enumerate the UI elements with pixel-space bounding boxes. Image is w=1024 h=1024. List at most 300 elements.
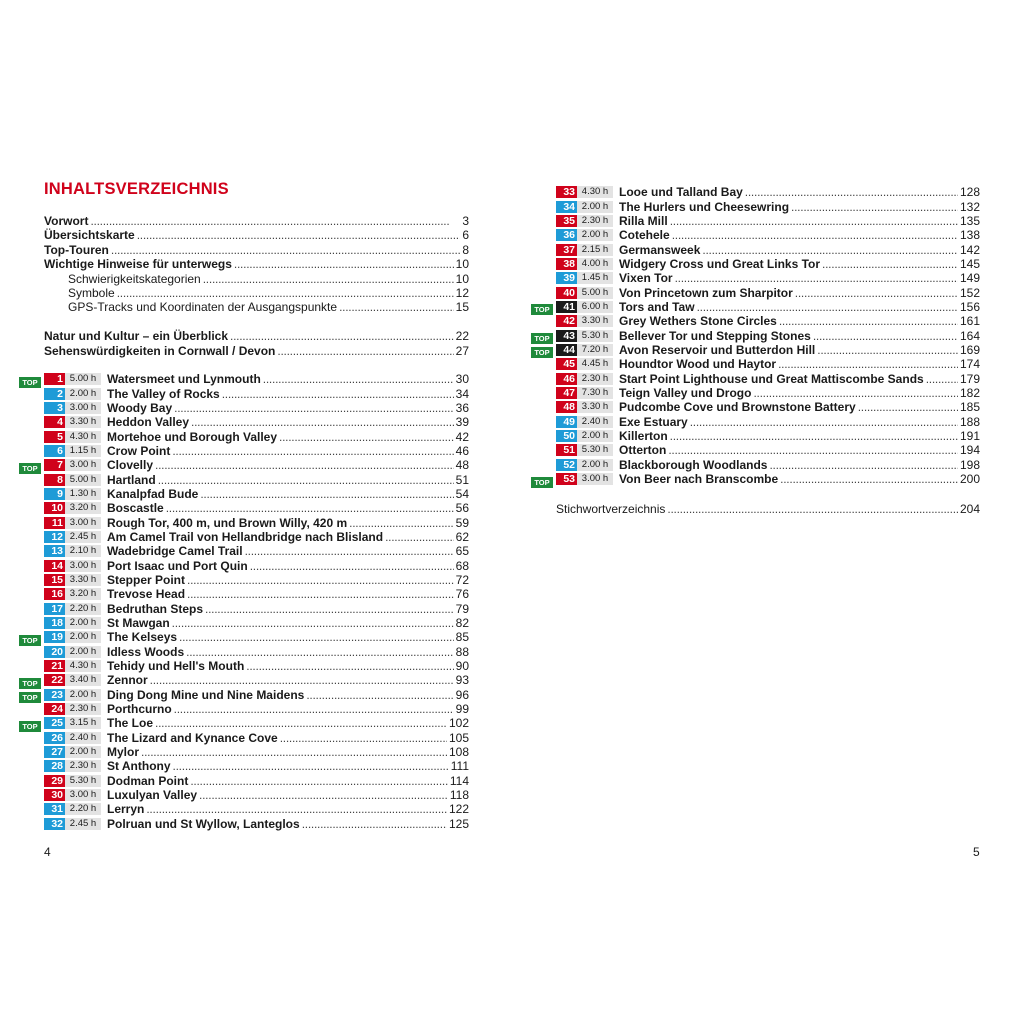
top-badge-slot [19,632,41,643]
tour-duration: 2.20 h [65,803,101,815]
toc-entry[interactable] [44,272,469,286]
top-badge-slot [19,603,41,614]
top-badge-slot [531,387,553,398]
tour-number: 1 [44,373,65,385]
tour-name: The Lizard and Kynance Cove [107,730,278,745]
tour-entry[interactable] [19,429,469,443]
tour-page: 108 [448,745,469,760]
leader-dots [753,386,958,400]
tour-duration: 3.00 h [65,402,101,414]
top-badge-slot [531,230,553,241]
index-entry[interactable] [556,502,980,516]
leader-dots [199,788,448,802]
tour-entry[interactable] [19,673,469,687]
tour-entry[interactable] [19,487,469,501]
top-badge-slot [19,775,41,786]
tour-number: 31 [44,803,65,815]
tour-entry[interactable] [531,285,980,299]
tour-number: 26 [44,732,65,744]
tour-number: 29 [44,775,65,787]
tour-duration: 2.30 h [577,373,613,385]
toc-entry[interactable] [44,257,469,271]
tour-page: 99 [455,702,469,717]
tour-duration: 4.00 h [577,258,613,270]
top-badge-slot [531,301,553,315]
tour-number: 13 [44,545,65,557]
leader-dots [245,544,454,558]
leader-dots [690,415,958,429]
toc-entry[interactable] [44,214,469,228]
tour-page: 156 [959,299,980,314]
toc-entry[interactable] [44,286,469,300]
leader-dots [668,443,958,457]
tour-duration: 6.00 h [577,301,613,313]
tour-entry[interactable] [19,587,469,601]
top-tour-badge: TOP [531,347,553,358]
toc-entry-page: 27 [455,343,469,358]
tour-duration: 2.00 h [65,689,101,701]
toc-entry[interactable] [44,243,469,257]
tour-duration: 2.00 h [65,631,101,643]
tour-duration: 3.00 h [65,560,101,572]
tour-duration: 5.00 h [65,373,101,385]
tour-page: 102 [448,716,469,731]
tour-page: 105 [448,730,469,745]
tour-entry[interactable] [19,788,469,802]
leader-dots [306,688,453,702]
leader-dots [230,329,454,343]
leader-dots [670,214,958,228]
tour-entry[interactable] [531,228,980,242]
toc-entry[interactable] [44,228,469,242]
tour-name: The Hurlers und Cheesewring [619,199,790,214]
leader-dots [778,357,958,371]
leader-dots [200,487,453,501]
tour-duration: 2.00 h [577,201,613,213]
leader-dots [858,400,958,414]
tour-number: 49 [556,416,577,428]
leader-dots [791,200,958,214]
tour-number: 28 [44,760,65,772]
top-badge-slot [531,258,553,269]
top-badge-slot [19,417,41,428]
tour-entry[interactable] [19,688,469,702]
tour-name: Ding Dong Mine und Nine Maidens [107,687,305,702]
tour-page: 142 [959,242,980,257]
tour-entry[interactable] [19,401,469,415]
toc-entry-label: Top-Touren [44,242,109,257]
top-badge-slot [531,330,553,344]
tour-page: 145 [959,256,980,271]
top-badge-slot [19,689,41,703]
tour-duration: 5.30 h [577,330,613,342]
top-badge-slot [19,531,41,542]
leader-dots [697,300,958,314]
tour-name: Looe und Talland Bay [619,185,743,200]
tour-number: 45 [556,358,577,370]
tour-page: 152 [959,285,980,300]
toc-entry-page: 8 [462,242,469,257]
tour-page: 59 [455,515,469,530]
tour-entry[interactable] [531,314,980,328]
top-badge-slot [19,761,41,772]
tour-entry[interactable] [531,386,980,400]
tour-duration: 2.45 h [65,531,101,543]
toc-entry-label: GPS-Tracks und Koordinaten der Ausgangspunkte [68,300,338,315]
index-entry-page: 204 [959,502,980,516]
toc-entry-page: 10 [455,271,469,286]
tour-page: 42 [455,429,469,444]
tour-page: 111 [450,759,469,774]
tour-duration: 3.00 h [577,473,613,485]
tour-name: St Anthony [107,759,171,774]
tour-name: Clovelly [107,458,154,473]
tour-number: 18 [44,617,65,629]
tour-entry[interactable] [531,400,980,414]
leader-dots [166,501,454,515]
tour-page: 114 [449,773,469,788]
tour-entry[interactable] [531,214,980,228]
leader-dots [702,243,958,257]
tour-number: 46 [556,373,577,385]
tour-number: 11 [44,517,65,529]
tour-entry[interactable] [531,429,980,443]
tour-duration: 5.30 h [577,444,613,456]
top-badge-slot [531,215,553,226]
leader-dots [675,271,958,285]
toc-entry-label: Vorwort [44,214,89,228]
tour-name: Porthcurno [107,702,172,717]
toc-entry[interactable] [44,329,469,343]
tour-entry[interactable] [19,415,469,429]
tour-page: 90 [455,659,469,674]
top-badge-slot [531,402,553,413]
toc-entry[interactable] [44,300,469,314]
top-badge-slot [19,445,41,456]
tour-entry[interactable] [19,630,469,644]
toc-entry-page: 6 [462,228,469,243]
tour-page: 174 [959,357,980,372]
toc-entry-page: 3 [462,214,469,228]
tour-entry[interactable] [19,458,469,472]
tour-duration: 2.40 h [577,416,613,428]
tour-entry[interactable] [19,501,469,515]
tour-name: Bellever Tor und Stepping Stones [619,328,811,343]
tour-entry[interactable] [19,645,469,659]
leader-dots [191,415,454,429]
tour-entry[interactable] [531,271,980,285]
leader-dots [280,731,447,745]
tour-entry[interactable] [19,530,469,544]
page-number-right: 5 [973,845,980,859]
tour-duration: 2.00 h [65,746,101,758]
top-badge-slot [19,804,41,815]
tour-number: 17 [44,603,65,615]
tour-name: Dodman Point [107,773,189,788]
toc-entry-page: 15 [455,300,469,315]
tour-entry[interactable] [531,300,980,314]
leader-dots [155,716,447,730]
tour-duration: 4.45 h [577,358,613,370]
toc-entry-label: Natur und Kultur – ein Überblick [44,329,229,344]
top-badge-slot [531,373,553,384]
tour-page: 188 [959,414,980,429]
tour-entry[interactable] [531,242,980,256]
tour-entry[interactable] [531,472,980,486]
leader-dots [172,616,454,630]
tour-number: 34 [556,201,577,213]
leader-dots [179,630,454,644]
tour-page: 128 [959,185,980,200]
tour-name: Von Beer nach Branscombe [619,472,779,487]
tour-entry[interactable] [531,415,980,429]
tour-name: Teign Valley und Drogo [619,385,752,400]
tour-number: 41 [556,301,577,313]
leader-dots [155,458,454,472]
tour-number: 6 [44,445,65,457]
tour-name: Otterton [619,443,667,458]
tour-page: 125 [448,816,469,831]
tour-page: 68 [455,558,469,573]
tour-number: 48 [556,401,577,413]
top-badge-slot [19,374,41,385]
toc-entry-label: Schwierigkeitskategorien [68,271,201,286]
tour-duration: 3.30 h [65,416,101,428]
tour-entry[interactable] [531,343,980,357]
tour-duration: 2.00 h [577,430,613,442]
top-tour-badge: TOP [531,304,553,315]
tour-number: 14 [44,560,65,572]
tour-duration: 3.00 h [65,789,101,801]
tour-duration: 1.15 h [65,445,101,457]
top-tour-badge: TOP [531,477,553,488]
top-tour-badge: TOP [19,678,41,689]
toc-entry-page: 22 [455,329,469,344]
toc-entry-label: Symbole [68,285,115,300]
tour-duration: 3.30 h [577,401,613,413]
tour-page: 200 [959,472,980,487]
tour-entry[interactable] [531,328,980,342]
tour-entry[interactable] [19,759,469,773]
tour-name: Lerryn [107,802,145,817]
tour-number: 2 [44,388,65,400]
tour-name: Port Isaac und Port Quin [107,558,248,573]
leader-dots [780,472,958,486]
top-badge-slot [531,273,553,284]
tour-page: 46 [455,443,469,458]
page-title: INHALTSVERZEICHNIS [44,180,229,198]
tour-name: Mortehoe und Borough Valley [107,429,278,444]
tour-entry[interactable] [19,731,469,745]
tour-page: 88 [455,644,469,659]
top-badge-slot [531,244,553,255]
tour-duration: 7.30 h [577,387,613,399]
leader-dots [670,429,958,443]
tour-entry[interactable] [531,199,980,213]
toc-entry-label: Wichtige Hinweise für unterwegs [44,257,232,272]
leader-dots [672,228,958,242]
tour-entry[interactable] [531,371,980,385]
tour-page: 79 [455,601,469,616]
tour-number: 50 [556,430,577,442]
tour-entry[interactable] [19,702,469,716]
tour-number: 36 [556,229,577,241]
tour-entry[interactable] [19,372,469,386]
tour-entry[interactable] [19,472,469,486]
toc-entry[interactable] [44,344,469,358]
tour-page: 185 [959,400,980,415]
tour-page: 93 [455,673,469,688]
top-badge-slot [531,416,553,427]
tour-name: Widgery Cross und Great Links Tor [619,256,821,271]
top-tour-badge: TOP [19,635,41,646]
toc-entry-page: 10 [455,257,469,272]
top-badge-slot [19,503,41,514]
top-tour-badge: TOP [19,463,41,474]
tour-name: Heddon Valley [107,415,190,430]
tour-page: 36 [455,400,469,415]
tour-name: Grey Wethers Stone Circles [619,314,777,329]
tour-page: 164 [959,328,980,343]
tour-name: Avon Reservoir und Butterdon Hill [619,342,816,357]
tour-number: 32 [44,818,65,830]
tour-entry[interactable] [19,515,469,529]
tour-entry[interactable] [19,659,469,673]
tour-page: 48 [455,458,469,473]
leader-dots [279,430,454,444]
tour-entry[interactable] [531,458,980,472]
leader-dots [187,573,454,587]
top-badge-slot [19,818,41,829]
leader-dots [339,300,454,314]
tour-number: 39 [556,272,577,284]
tour-entry[interactable] [19,386,469,400]
tour-duration: 2.30 h [65,703,101,715]
tour-number: 51 [556,444,577,456]
tour-duration: 5.30 h [65,775,101,787]
tour-number: 30 [44,789,65,801]
leader-dots [795,286,958,300]
tour-entry[interactable] [19,602,469,616]
tour-page: 138 [959,228,980,243]
tour-name: Germansweek [619,242,701,257]
tour-page: 82 [455,616,469,631]
top-badge-slot [19,661,41,672]
tour-duration: 2.00 h [577,459,613,471]
tour-name: Zennor [107,673,148,688]
tour-name: Watersmeet und Lynmouth [107,372,261,387]
top-badge-slot [19,732,41,743]
tour-page: 132 [959,199,980,214]
tour-duration: 4.30 h [65,660,101,672]
tour-entry[interactable] [531,357,980,371]
tour-entry[interactable] [19,817,469,831]
tour-name: Mylor [107,745,140,760]
tour-entry[interactable] [19,544,469,558]
tour-page: 198 [959,457,980,472]
top-badge-slot [19,574,41,585]
tour-duration: 4.30 h [577,186,613,198]
tour-number: 53 [556,473,577,485]
tour-number: 9 [44,488,65,500]
tour-name: Killerton [619,429,668,444]
tour-number: 12 [44,531,65,543]
tour-entry[interactable] [531,185,980,199]
tour-entry[interactable] [19,558,469,572]
top-badge-slot [531,316,553,327]
tour-list-right [531,185,980,486]
tour-number: 23 [44,689,65,701]
tour-page: 72 [455,572,469,587]
leader-dots [146,802,447,816]
top-badge-slot [19,560,41,571]
tour-entry[interactable] [19,802,469,816]
tour-name: Vixen Tor [619,271,673,286]
tour-entry[interactable] [19,745,469,759]
tour-number: 10 [44,502,65,514]
leader-dots [667,502,958,516]
tour-number: 33 [556,186,577,198]
tour-number: 20 [44,646,65,658]
tour-duration: 2.45 h [65,818,101,830]
tour-number: 8 [44,474,65,486]
tour-number: 4 [44,416,65,428]
tour-duration: 3.30 h [577,315,613,327]
leader-dots [174,702,454,716]
tour-name: Exe Estuary [619,414,688,429]
tour-name: Pudcombe Cove und Brownstone Battery [619,400,856,415]
leader-dots [769,458,958,472]
top-badge-slot [19,589,41,600]
tour-entry[interactable] [19,616,469,630]
top-badge-slot [531,344,553,358]
tour-entry[interactable] [531,443,980,457]
tour-name: Cotehele [619,228,670,243]
tour-name: Crow Point [107,443,171,458]
leader-dots [822,257,958,271]
top-badge-slot [531,187,553,198]
tour-page: 191 [959,429,980,444]
top-badge-slot [19,747,41,758]
tour-number: 27 [44,746,65,758]
tour-name: Woody Bay [107,400,173,415]
tour-name: Am Camel Trail von Hellandbridge nach Blisland [107,529,384,544]
tour-duration: 2.15 h [577,244,613,256]
tour-page: 169 [959,342,980,357]
leader-dots [234,257,454,271]
top-badge-slot [19,718,41,729]
tour-entry[interactable] [19,444,469,458]
tour-name: Hartland [107,472,156,487]
tour-name: Rilla Mill [619,213,668,228]
toc-entry-label: Sehenswürdigkeiten in Cornwall / Devon [44,343,276,358]
tour-duration: 3.20 h [65,502,101,514]
tour-entry[interactable] [19,716,469,730]
tour-entry[interactable] [19,774,469,788]
tour-number: 44 [556,344,577,356]
top-badge-slot [19,646,41,657]
tour-name: Start Point Lighthouse und Great Mattiscombe Sands [619,371,924,386]
tour-duration: 2.40 h [65,732,101,744]
tour-number: 43 [556,330,577,342]
top-tour-badge: TOP [19,692,41,703]
tour-duration: 7.20 h [577,344,613,356]
tour-duration: 3.00 h [65,517,101,529]
index-entry-label: Stichwortverzeichnis [556,502,666,516]
tour-duration: 3.20 h [65,588,101,600]
tour-entry[interactable] [531,257,980,271]
tour-entry[interactable] [19,573,469,587]
